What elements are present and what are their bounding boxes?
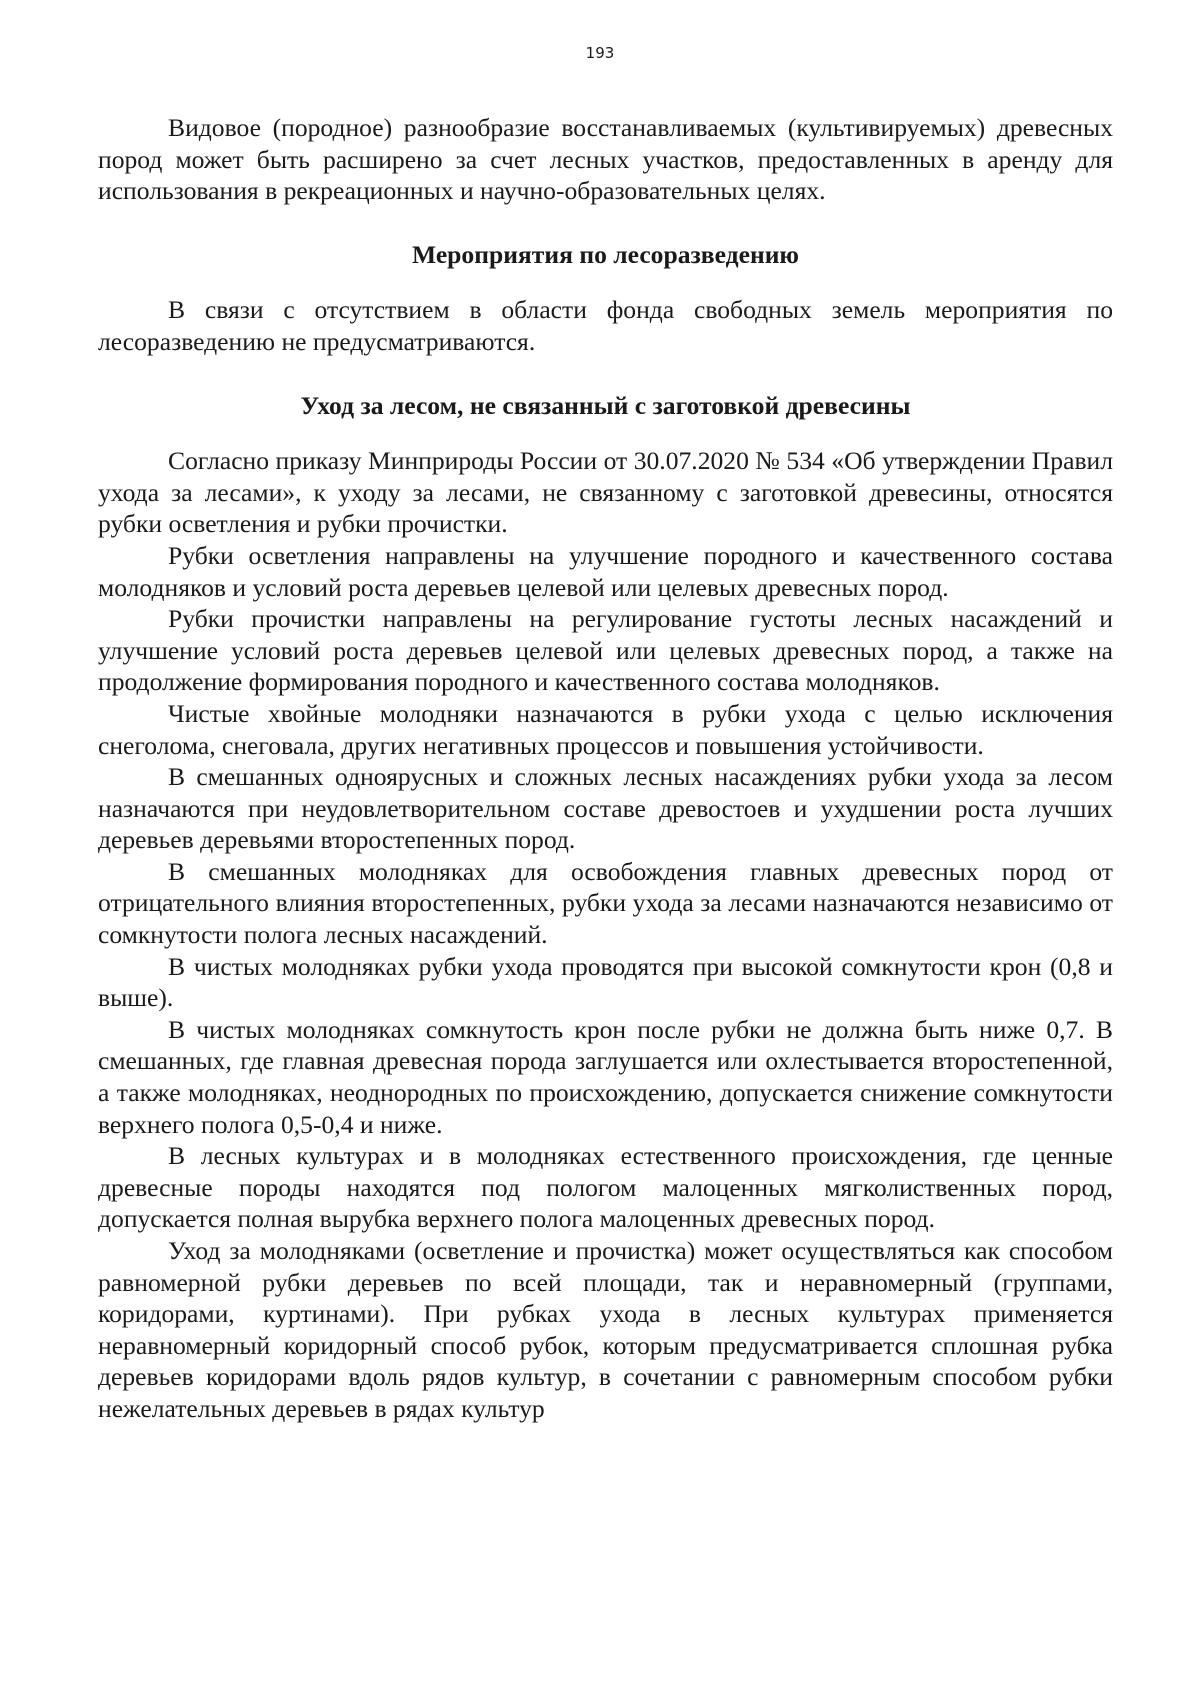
section-heading-forest-care: Уход за лесом, не связанный с заготовкой древесины	[300, 390, 911, 420]
intro-paragraph: Видовое (породное) разнообразие восстанавливаемых (культивируемых) древесных пород может быть расширено за счет лесных участков, предоставленных в аренду для использования в рекреационных и научно-образовательных целях.	[98, 113, 1113, 206]
document-body	[98, 112, 1113, 1425]
section2-paragraph: Чистые хвойные молодняки назначаются в рубки ухода с целью исключения снеголома, снеговала, других негативных процессов и повышения устойчивости.	[98, 698, 1113, 760]
section2-paragraph: В смешанных одноярусных и сложных лесных насаждениях рубки ухода за лесом назначаются при неудовлетворительном составе древостоев и ухудшении роста лучших деревьев деревьями второстепенных пород.	[98, 762, 1113, 855]
section2-paragraph: В чистых молодняках сомкнутость крон после рубки не должна быть ниже 0,7. В смешанных, где главная древесная порода заглушается или охлестывается второстепенной, а также молодняках, неоднородных по происхождению, допускается снижение сомкнутости верхнего полога 0,5-0,4 и ниже.	[98, 1014, 1113, 1139]
page-number: 193	[585, 44, 615, 62]
section-heading-afforestation: Мероприятия по лесоразведению	[412, 239, 799, 269]
section2-paragraph: Уход за молодняками (осветление и прочистка) может осуществляться как способом равномерной рубки деревьев по всей площади, так и неравномерный (группами, коридорами, куртинами). При рубках ухода в лесных культурах применяется неравномерный коридорный способ рубок, которым предусматривается сплошная рубка деревьев коридорами вдоль рядов культур, в сочетании с равномерным способом рубки нежелательных деревьев в рядах культур	[98, 1236, 1113, 1423]
section2-paragraph: В смешанных молодняках для освобождения главных древесных пород от отрицательного влияния второстепенных, рубки ухода за лесами назначаются независимо от сомкнутости полога лесных насаждений.	[98, 856, 1113, 950]
section1-paragraph: В связи с отсутствием в области фонда свободных земель мероприятия по лесоразведению не предусматриваются.	[98, 295, 1113, 356]
section2-paragraph: Рубки прочистки направлены на регулирование густоты лесных насаждений и улучшение условий роста деревьев целевой или целевых древесных пород, а также на продолжение формирования породного и качественного состава молодняков.	[98, 604, 1113, 697]
section2-paragraph: Рубки осветления направлены на улучшение породного и качественного состава молодняков и условий роста деревьев целевой или целевых древесных пород.	[98, 540, 1113, 602]
section2-paragraph: В лесных культурах и в молодняках естественного происхождения, где ценные древесные породы находятся под пологом малоценных мягколиственных пород, допускается полная вырубка верхнего полога малоценных древесных пород.	[98, 1141, 1113, 1234]
section2-paragraph: В чистых молодняках рубки ухода проводятся при высокой сомкнутости крон (0,8 и выше).	[98, 951, 1113, 1013]
section2-paragraph: Согласно приказу Минприроды России от 30.07.2020 № 534 «Об утверждении Правил ухода за лесами», к уходу за лесами, не связанному с заготовкой древесины, относятся рубки осветления и рубки прочистки.	[98, 446, 1113, 539]
